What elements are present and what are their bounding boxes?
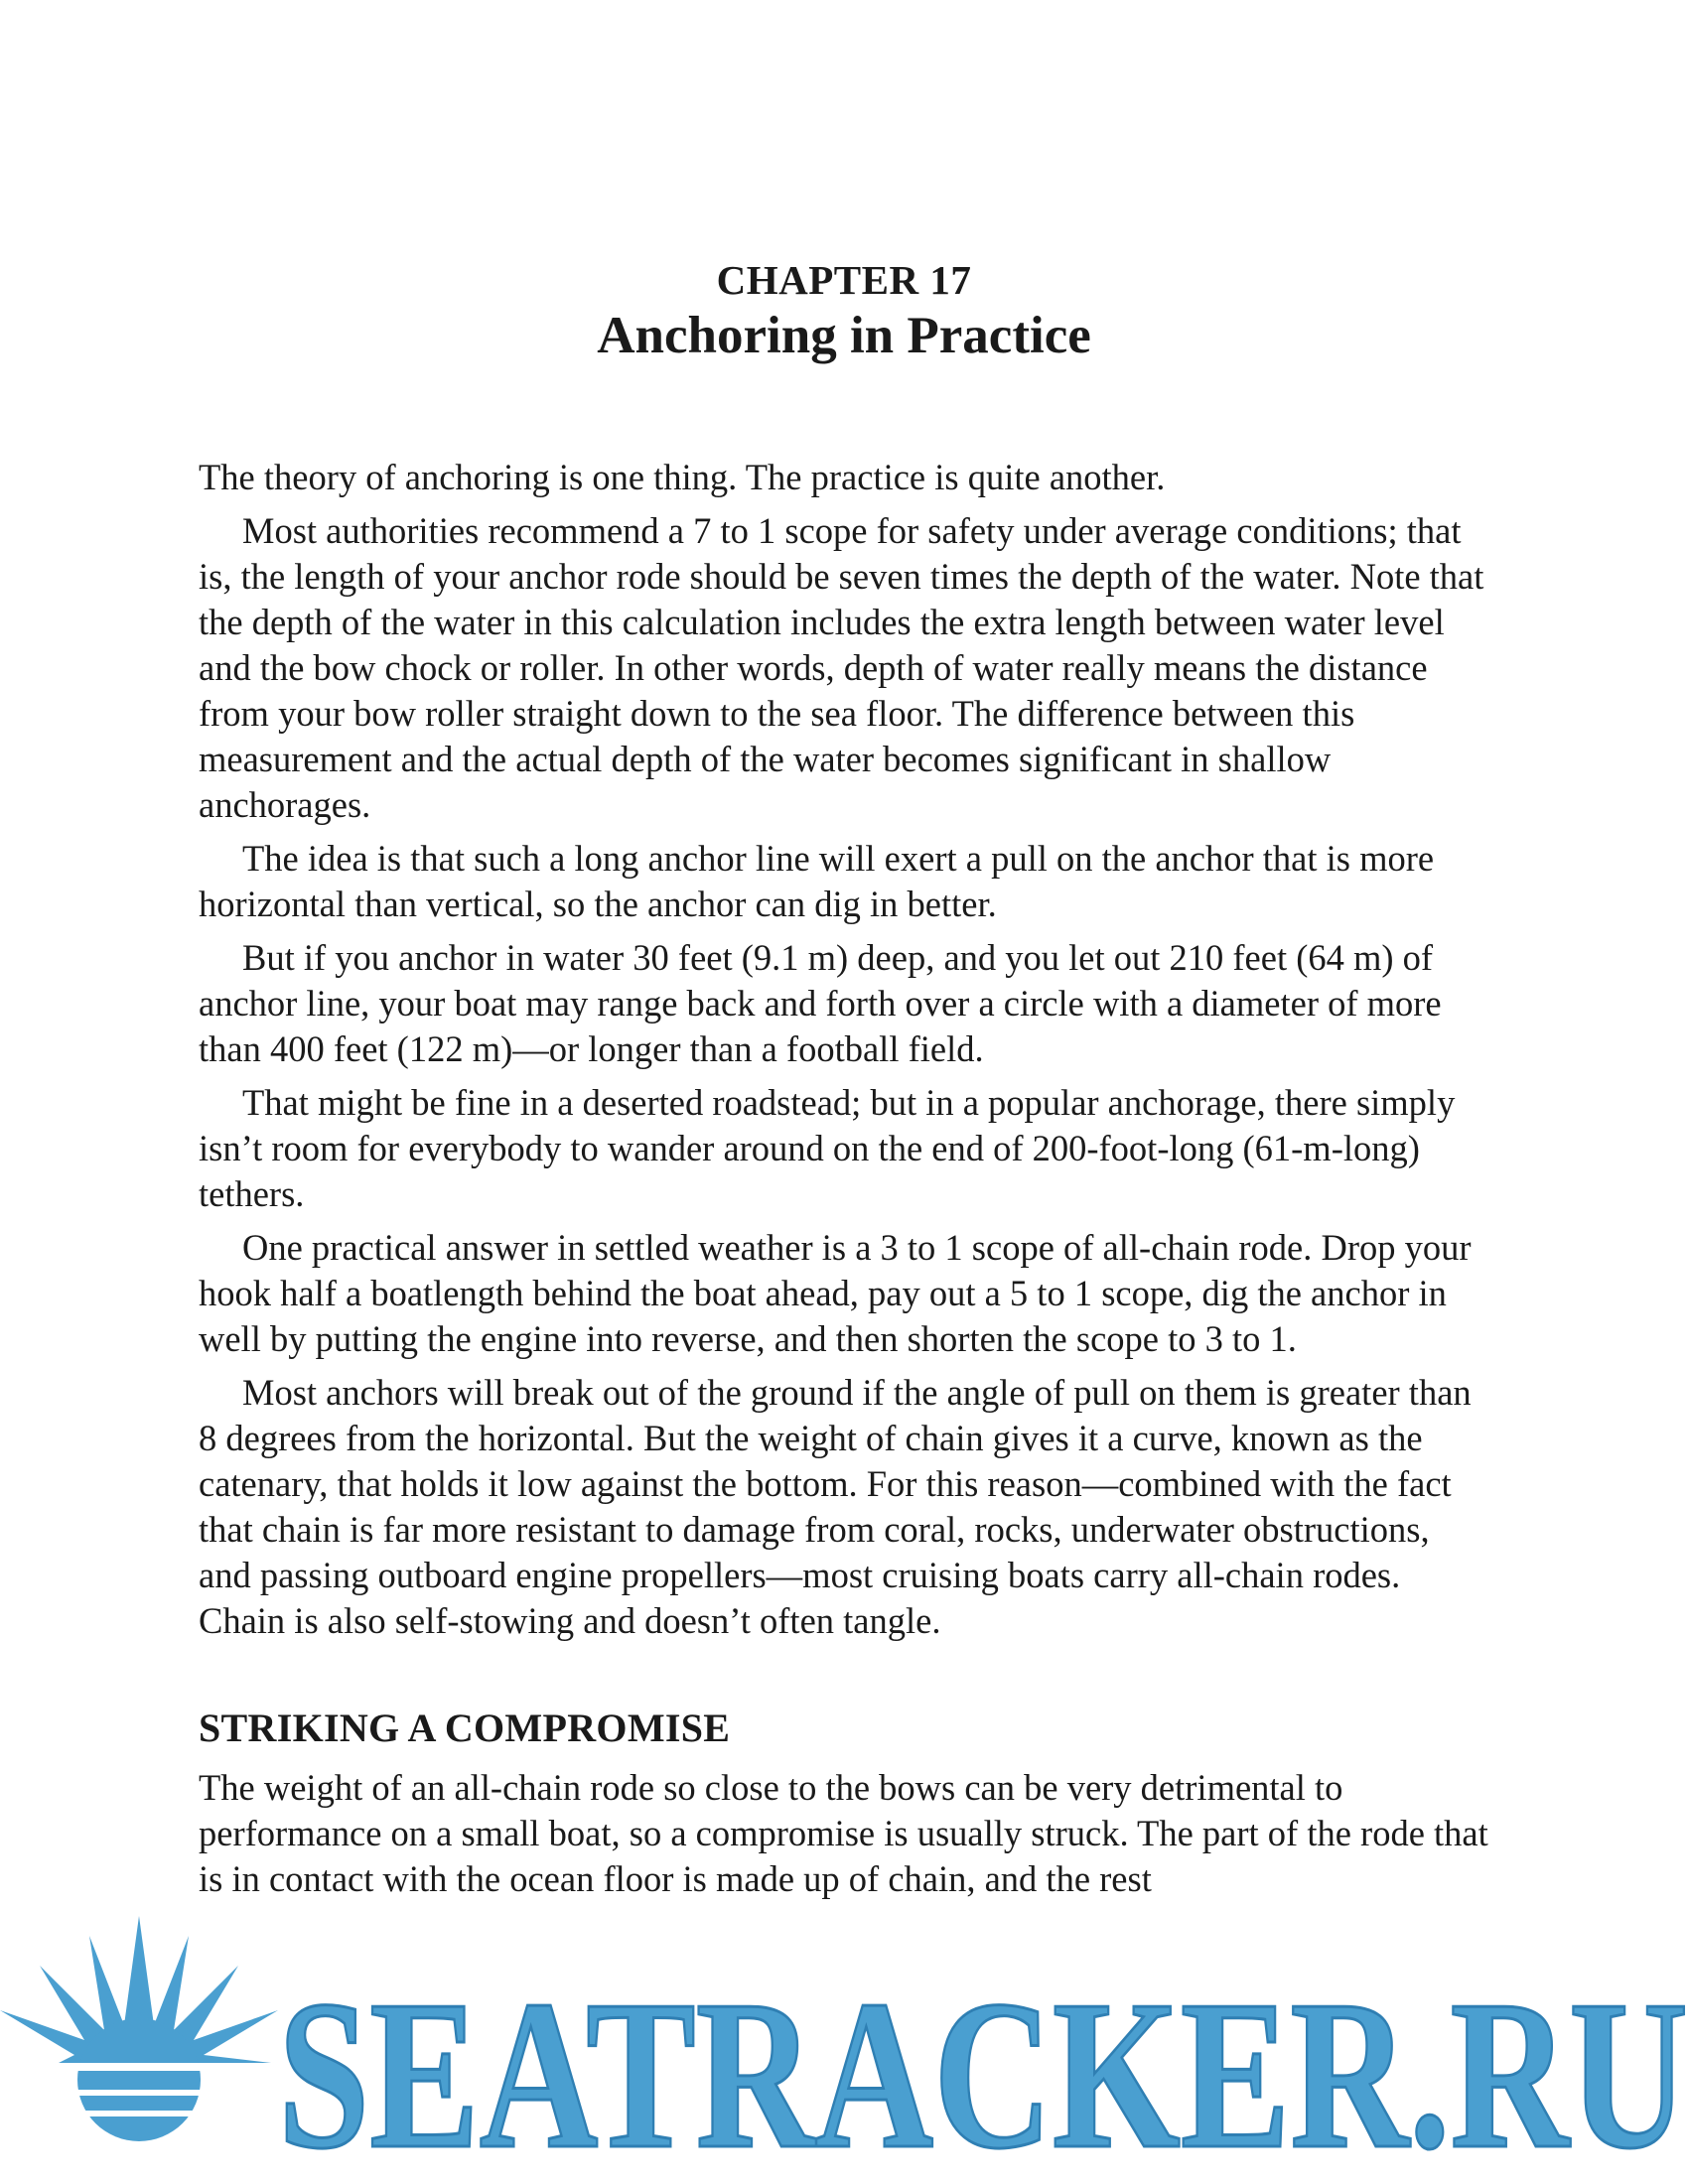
paragraph: That might be fine in a deserted roadstead; but in a popular anchorage, there simply isn’t room for everybody to wander around on the end of 200-foot-long (61-m-long) tethers. (199, 1082, 1456, 1214)
sun-icon (0, 1916, 288, 2141)
section-heading: STRIKING A COMPROMISE (199, 1706, 731, 1750)
paragraph: One practical answer in settled weather is a 3 to 1 scope of all-chain rode. Drop your hook half a boatlength behind the boat ahead, pay out a 5 to 1 scope, dig the anchor in well by putting the engine into reverse, and then shorten the scope to 3 to 1. (199, 1227, 1472, 1359)
chapter-title: Anchoring in Practice (597, 307, 1091, 364)
paragraph: Most authorities recommend a 7 to 1 scope for safety under average conditions; that is, the length of your anchor rode should be seven times the depth of the water. Note that the depth of the water in this calculation includes the extra length between water level and the bow chock or roller. In other words, depth of water really means the distance from your bow roller straight down to the sea floor. The difference between this measurement and the actual depth of the water becomes significant in shallow anchorages. (199, 510, 1484, 825)
chapter-label: CHAPTER 17 (716, 257, 972, 303)
paragraph: The theory of anchoring is one thing. The practice is quite another. (199, 457, 1166, 497)
watermark-logo (0, 1916, 1688, 2184)
paragraph: Most anchors will break out of the ground if the angle of pull on them is greater than 8 degrees from the horizontal. But the weight of chain gives it a curve, known as the catenary, that holds it low against the bottom. For this reason—combined with the fact that chain is far more resistant to damage from coral, rocks, underwater obstructions, and passing outboard engine propellers—most cruising boats carry all-chain rodes. Chain is also self-stowing and doesn’t often tangle. (199, 1372, 1472, 1641)
section-paragraph: The weight of an all-chain rode so close to the bows can be very detrimental to performance on a small boat, so a compromise is usually struck. The part of the rode that is in contact with the ocean floor is made up of chain, and the rest (199, 1767, 1488, 1899)
paragraph: The idea is that such a long anchor line will exert a pull on the anchor that is more horizontal than vertical, so the anchor can dig in better. (199, 838, 1435, 924)
watermark-text: SEATRACKER.RU (278, 1956, 1688, 2184)
body-text (199, 455, 1489, 1910)
paragraph: But if you anchor in water 30 feet (9.1 m) deep, and you let out 210 feet (64 m) of anchor line, your boat may range back and forth over a circle with a diameter of more than 400 feet (122 m)—or longer than a football field. (199, 937, 1442, 1069)
